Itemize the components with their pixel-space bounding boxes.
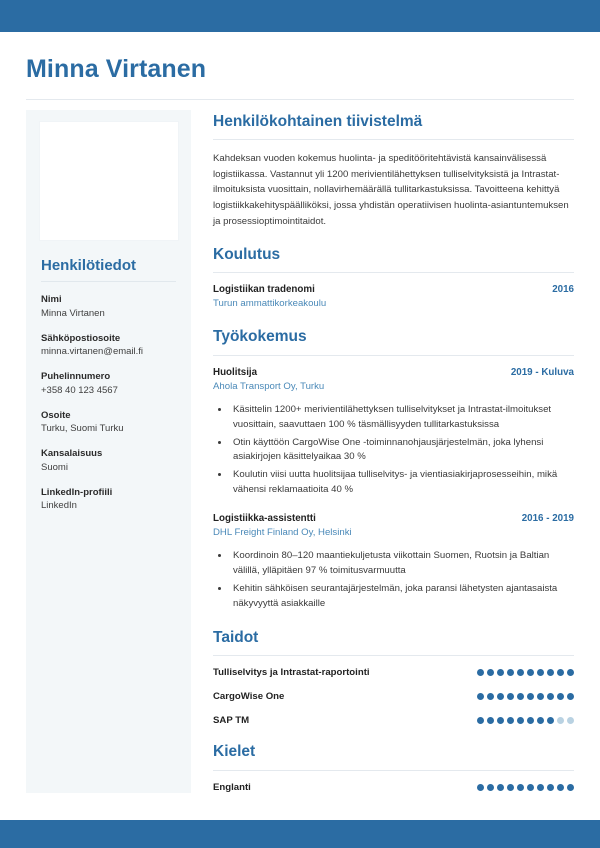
header-accent-bar bbox=[0, 0, 600, 32]
rating-dot-filled bbox=[547, 717, 554, 724]
skill-label: CargoWise One bbox=[213, 691, 285, 703]
rating-dot-filled bbox=[537, 784, 544, 791]
section-divider bbox=[213, 355, 574, 356]
rating-dot-filled bbox=[547, 669, 554, 676]
info-field-linkedin bbox=[41, 486, 176, 514]
rating-dot-filled bbox=[477, 693, 484, 700]
job-employer: DHL Freight Finland Oy, Helsinki bbox=[213, 527, 352, 539]
rating-dot-filled bbox=[567, 669, 574, 676]
info-label: Osoite bbox=[41, 409, 71, 421]
job-title: Logistiikka-assistentti bbox=[213, 513, 316, 525]
rating-dot-filled bbox=[517, 717, 524, 724]
rating-dot-filled bbox=[487, 784, 494, 791]
info-label: Nimi bbox=[41, 294, 62, 305]
language-row bbox=[213, 782, 574, 793]
list-item: • Koulutin viisi uutta huolitsijaa tulliselvitys- ja vientiasiakirjaprosesseihin, mikä vähensi reklamaatioita 40 % bbox=[230, 468, 574, 498]
rating-dot-filled bbox=[567, 784, 574, 791]
language-label: Englanti bbox=[213, 781, 251, 793]
info-field-email bbox=[41, 332, 176, 360]
rating-dot-filled bbox=[507, 717, 514, 724]
info-label: LinkedIn-profiili bbox=[41, 486, 113, 498]
section-divider bbox=[213, 272, 574, 273]
skill-row bbox=[213, 667, 574, 678]
info-field-address bbox=[41, 409, 176, 437]
rating-dot-filled bbox=[487, 717, 494, 724]
rating-dot-filled bbox=[517, 669, 524, 676]
rating-dot-filled bbox=[537, 717, 544, 724]
list-item: • Käsittelin 1200+ merivientilähettyksen tulliselvitykset ja Intrastat-ilmoitukset vuosittain, saavuttaen 100 % täsmällisyyden tullitarkastuksissa bbox=[230, 403, 574, 433]
rating-dot-filled bbox=[497, 784, 504, 791]
info-field-nationality bbox=[41, 447, 176, 475]
rating-dot-filled bbox=[567, 693, 574, 700]
profile-photo-placeholder bbox=[39, 121, 179, 241]
section-divider bbox=[213, 139, 574, 140]
entry-header bbox=[213, 284, 574, 295]
sidebar bbox=[26, 110, 191, 793]
rating-dot-empty bbox=[567, 717, 574, 724]
skill-rating-dots bbox=[465, 669, 574, 676]
section-divider bbox=[213, 655, 574, 656]
list-item: • Kehitin sähköisen seurantajärjestelmän, joka paransi lähetysten ajantasaista näkyvyyttä asiakkaille bbox=[230, 582, 574, 612]
section-experience bbox=[213, 327, 574, 612]
experience-entry bbox=[213, 367, 574, 499]
language-rating-dots bbox=[465, 784, 574, 791]
section-languages bbox=[213, 742, 574, 792]
section-heading-languages: Kielet bbox=[213, 743, 256, 761]
rating-dot-filled bbox=[537, 693, 544, 700]
info-field-phone bbox=[41, 370, 176, 398]
section-summary bbox=[213, 112, 574, 229]
job-bullet-list bbox=[213, 403, 574, 499]
section-heading-summary: Henkilökohtainen tiivistelmä bbox=[213, 113, 423, 130]
entry-spacer bbox=[213, 501, 574, 513]
info-value: Suomi bbox=[41, 461, 68, 473]
section-skills bbox=[213, 628, 574, 726]
list-item: • Koordinoin 80–120 maantiekuljetusta viikottain Suomen, Ruotsin ja Baltian välillä, ylläpitäen 97 % toimitusvarmuutta bbox=[230, 549, 574, 579]
job-title: Huolitsija bbox=[213, 366, 258, 378]
two-column-layout bbox=[26, 100, 574, 809]
rating-dot-filled bbox=[547, 784, 554, 791]
rating-dot-filled bbox=[527, 669, 534, 676]
info-label: Sähköpostiosoite bbox=[41, 332, 121, 344]
entry-header bbox=[213, 367, 574, 378]
footer-accent-bar bbox=[0, 820, 600, 848]
section-heading-skills: Taidot bbox=[213, 629, 259, 647]
entry-header bbox=[213, 513, 574, 524]
skill-label: Tulliselvitys ja Intrastat-raportointi bbox=[213, 667, 370, 679]
rating-dot-filled bbox=[477, 669, 484, 676]
rating-dot-filled bbox=[507, 784, 514, 791]
rating-dot-filled bbox=[517, 784, 524, 791]
rating-dot-filled bbox=[557, 669, 564, 676]
rating-dot-filled bbox=[507, 669, 514, 676]
rating-dot-filled bbox=[497, 693, 504, 700]
sidebar-heading-personal-details: Henkilötiedot bbox=[41, 257, 137, 274]
education-institution: Turun ammattikorkeakoulu bbox=[213, 298, 327, 310]
rating-dot-filled bbox=[557, 784, 564, 791]
rating-dot-filled bbox=[527, 693, 534, 700]
rating-dot-filled bbox=[527, 717, 534, 724]
info-label: Kansalaisuus bbox=[41, 448, 103, 460]
rating-dot-filled bbox=[487, 669, 494, 676]
info-field-nimi bbox=[41, 293, 176, 321]
rating-dot-filled bbox=[487, 693, 494, 700]
info-value: minna.virtanen@email.fi bbox=[41, 346, 144, 358]
section-heading-experience: Työkokemus bbox=[213, 328, 307, 346]
job-date: 2019 - Kuluva bbox=[510, 366, 574, 378]
section-divider bbox=[213, 770, 574, 771]
info-value: Turku, Suomi Turku bbox=[41, 423, 124, 435]
experience-entry bbox=[213, 513, 574, 612]
rating-dot-filled bbox=[537, 669, 544, 676]
skill-rating-dots bbox=[465, 717, 574, 724]
education-date: 2016 bbox=[552, 284, 574, 296]
rating-dot-empty bbox=[557, 717, 564, 724]
job-employer: Ahola Transport Oy, Turku bbox=[213, 380, 325, 392]
education-title: Logistiikan tradenomi bbox=[213, 284, 315, 296]
rating-dot-filled bbox=[547, 693, 554, 700]
list-item: • Otin käyttöön CargoWise One -toiminnanohjausjärjestelmän, joka lyhensi asiakirjojen käsittelyaikaa 30 % bbox=[230, 436, 574, 466]
summary-text: Kahdeksan vuoden kokemus huolinta- ja speditööritehtävistä kansainvälisessä logistiikassa. Vastannut yli 1200 merivientilähettyksen tulliselvityksistä ja Intrastat-ilmoituksista vuosittain, nollavirhemäärällä tullitarkastuksissa. Tavoitteena kehittyä logistiikkakehityspäälliköksi, jossa yhdistän operatiivisen huolinta-asiantuntemuksen ja prosessioptimointitaidot. bbox=[213, 153, 569, 227]
main-column bbox=[191, 100, 574, 809]
page-title: Minna Virtanen bbox=[26, 55, 207, 83]
section-heading-education: Koulutus bbox=[213, 246, 281, 264]
info-value: Minna Virtanen bbox=[41, 307, 105, 319]
rating-dot-filled bbox=[497, 717, 504, 724]
skill-row bbox=[213, 715, 574, 726]
skill-rating-dots bbox=[465, 693, 574, 700]
rating-dot-filled bbox=[527, 784, 534, 791]
resume-content bbox=[0, 32, 600, 820]
section-education bbox=[213, 245, 574, 311]
rating-dot-filled bbox=[477, 784, 484, 791]
rating-dot-filled bbox=[557, 693, 564, 700]
info-value: LinkedIn bbox=[41, 500, 77, 512]
rating-dot-filled bbox=[507, 693, 514, 700]
skill-label: SAP TM bbox=[213, 715, 250, 727]
info-value: +358 40 123 4567 bbox=[41, 384, 118, 396]
job-bullet-list bbox=[213, 549, 574, 612]
rating-dot-filled bbox=[497, 669, 504, 676]
sidebar-heading-divider bbox=[41, 281, 176, 282]
job-date: 2016 - 2019 bbox=[521, 513, 574, 525]
education-entry bbox=[213, 284, 574, 311]
skill-row bbox=[213, 691, 574, 702]
info-label: Puhelinnumero bbox=[41, 371, 111, 383]
rating-dot-filled bbox=[477, 717, 484, 724]
rating-dot-filled bbox=[517, 693, 524, 700]
